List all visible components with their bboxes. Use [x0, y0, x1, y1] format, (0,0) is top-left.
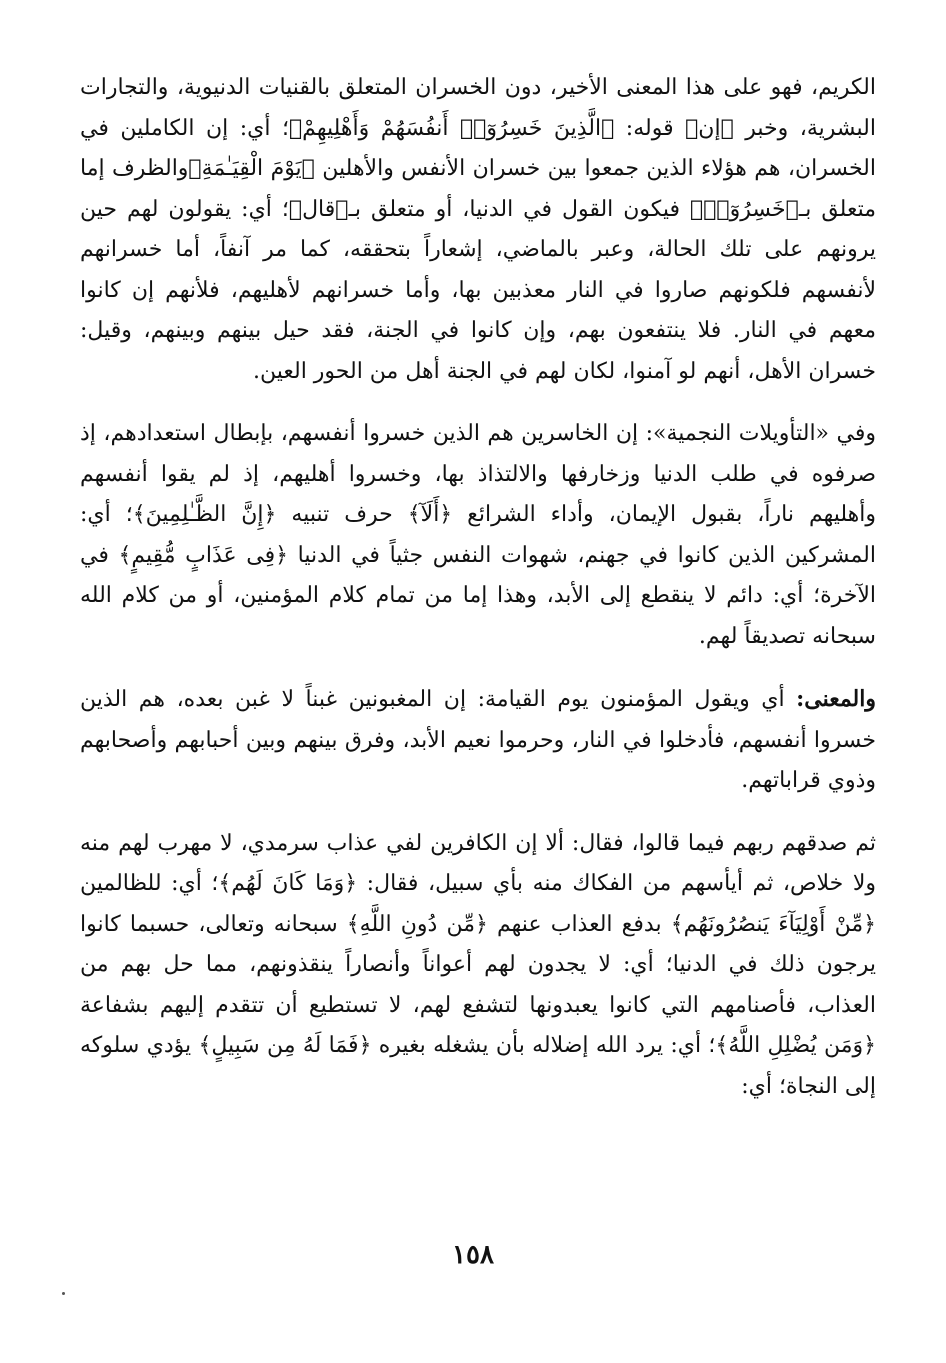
page-number: ١٥٨	[452, 1240, 494, 1270]
paragraph-3	[80, 679, 876, 802]
paragraph-2-text: وفي «التأويلات النجمية»: إن الخاسرين هم الذين خسروا أنفسهم، بإبطال استعدادهم، إذ صرفوه في طلب الدنيا وزخارفها والالتذاذ بها، وخسروا أهليهم، إذ لم يقوا أنفسهم وأهليهم ناراً، بقبول الإيمان، وأداء الشرائع ﴿أَلَآ﴾ حرف تنبيه ﴿إِنَّ الظَّـٰلِمِينَ﴾؛ أي: المشركين الذين كانوا في جهنم، شهوات النفس جثياً في الدنيا ﴿فِى عَذَابٍ مُّقِيمٍ﴾ في الآخرة؛ أي: دائم لا ينقطع إلى الأبد، وهذا إما من تمام كلام المؤمنين، أو من كلام الله سبحانه تصديقاً لهم.	[80, 421, 876, 649]
paragraph-3-lead: والمعنى:	[796, 686, 876, 712]
paragraph-3-text: أي ويقول المؤمنون يوم القيامة: إن المغبونين غبناً لا غبن بعده، هم الذين خسروا أنفسهم، فأدخلوا في النار، وحرموا نعيم الأبد، وفرق بينهم وبين أحبابهم وأصحابهم وذوي قراباتهم.	[80, 687, 876, 793]
paragraph-1-text: الكريم، فهو على هذا المعنى الأخير، دون الخسران المتعلق بالقنيات الدنيوية، والتجارات البشرية، وخبر ﴿إن﴾ قوله: ﴿الَّذِينَ خَسِرُوٓا۟ أَنفُسَهُمْ وَأَهْلِيهِمْ﴾؛ أي: إن الكاملين في الخسران، هم هؤلاء الذين جمعوا بين خسران الأنفس والأهلين ﴿يَوْمَ الْقِيَـٰمَةِ﴾والظرف إما متعلق بـ﴿خَسِرُوٓا۟﴾ فيكون القول في الدنيا، أو متعلق بـ﴿قال﴾؛ أي: يقولون لهم حين يرونهم على تلك الحالة، وعبر بالماضي، إشعاراً بتحققه، كما مر آنفاً، أما خسرانهم لأنفسهم فلكونهم صاروا في النار معذبين بها، وأما خسرانهم لأهليهم، فلأنهم إن كانوا معهم في النار. فلا ينتفعون بهم، وإن كانوا في الجنة، فقد حيل بينهم وبينهم، وقيل: خسران الأهل، أنهم لو آمنوا، لكان لهم في الجنة أهل من الحور العين.	[80, 75, 877, 384]
paragraph-4-text: ثم صدقهم ربهم فيما قالوا، فقال: ألا إن الكافرين لفي عذاب سرمدي، لا مهرب لهم منه ولا خلاص، ثم أيأسهم من الفكاك منه بأي سبيل، فقال: ﴿وَمَا كَانَ لَهُم﴾؛ أي: للظالمين ﴿مِّنْ أَوْلِيَآءَ يَنصُرُونَهُم﴾ بدفع العذاب عنهم ﴿مِّن دُونِ اللَّهِ﴾ سبحانه وتعالى، حسبما كانوا يرجون ذلك في الدنيا؛ أي: لا يجدون لهم أعواناً وأنصاراً ينقذونهم، مما حل بهم من العذاب، فأصنامهم التي كانوا يعبدونها لتشفع لهم، لا تستطيع أن تتقدم إليهم بشفاعة ﴿وَمَن يُضْلِلِ اللَّهُ﴾؛ أي: يرد الله إضلاله بأن يشغله بغيره ﴿فَمَا لَهُ مِن سَبِيلٍ﴾ يؤدي سلوكه إلى النجاة؛ أي:	[80, 830, 876, 1099]
paragraph-1	[80, 68, 876, 392]
paragraph-2	[80, 414, 876, 657]
page-body	[80, 68, 876, 1107]
scan-speck	[62, 1292, 65, 1295]
paragraph-4	[80, 824, 876, 1108]
